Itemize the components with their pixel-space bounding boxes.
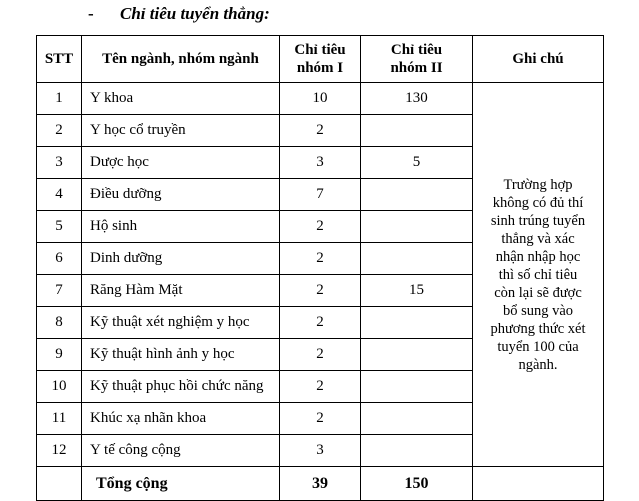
- note-line: tuyển 100 của: [497, 338, 579, 355]
- cell-stt: 11: [37, 403, 82, 435]
- cell-group1: 3: [280, 147, 361, 179]
- cell-group2: [361, 115, 473, 147]
- cell-group1: 7: [280, 179, 361, 211]
- heading-dash: -: [88, 4, 94, 23]
- cell-name: Răng Hàm Mặt: [82, 275, 280, 307]
- cell-group2: [361, 243, 473, 275]
- cell-group1: 2: [280, 339, 361, 371]
- note-line: Trường hợp: [503, 176, 573, 193]
- total-group2: 150: [361, 467, 473, 501]
- cell-group1: 2: [280, 403, 361, 435]
- cell-group2: [361, 339, 473, 371]
- cell-name: Kỹ thuật hình ảnh y học: [82, 339, 280, 371]
- cell-stt: 8: [37, 307, 82, 339]
- cell-name: Hộ sinh: [82, 211, 280, 243]
- cell-group2: [361, 371, 473, 403]
- cell-stt: 4: [37, 179, 82, 211]
- cell-name: Điều dưỡng: [82, 179, 280, 211]
- note-line: phương thức xét: [490, 320, 586, 337]
- note-line: bổ sung vào: [502, 302, 574, 319]
- cell-stt: 3: [37, 147, 82, 179]
- total-group1: 39: [280, 467, 361, 501]
- note-cell: [473, 83, 604, 467]
- cell-group1: 2: [280, 371, 361, 403]
- header-group2-line2: nhóm II: [390, 60, 443, 76]
- note-line: ngành.: [518, 356, 558, 373]
- table-row: [37, 83, 604, 115]
- cell-stt: 12: [37, 435, 82, 467]
- cell-stt: 10: [37, 371, 82, 403]
- note-line: thẳng và xác: [501, 230, 575, 247]
- quota-table: [36, 35, 604, 501]
- note-line: sinh trúng tuyển: [490, 212, 586, 229]
- header-group2: [361, 36, 473, 83]
- header-group1: [280, 36, 361, 83]
- cell-name: Y khoa: [82, 83, 280, 115]
- cell-name: Y học cổ truyền: [82, 115, 280, 147]
- cell-group1: 2: [280, 243, 361, 275]
- cell-stt: 9: [37, 339, 82, 371]
- cell-group1: 2: [280, 211, 361, 243]
- cell-group2: [361, 307, 473, 339]
- cell-group1: 10: [280, 83, 361, 115]
- cell-group1: 3: [280, 435, 361, 467]
- cell-group2: 130: [361, 83, 473, 115]
- cell-name: Khúc xạ nhãn khoa: [82, 403, 280, 435]
- cell-name: Kỹ thuật phục hồi chức năng: [82, 371, 280, 403]
- cell-stt: 2: [37, 115, 82, 147]
- total-row: [37, 467, 604, 501]
- cell-group2: 5: [361, 147, 473, 179]
- section-heading: [88, 4, 270, 24]
- cell-group2: [361, 435, 473, 467]
- cell-stt: 5: [37, 211, 82, 243]
- header-group1-line2: nhóm I: [296, 60, 344, 76]
- cell-stt: 7: [37, 275, 82, 307]
- cell-group2: 15: [361, 275, 473, 307]
- header-note: Ghi chú: [473, 36, 604, 83]
- cell-name: Dinh dưỡng: [82, 243, 280, 275]
- cell-group1: 2: [280, 115, 361, 147]
- total-label: Tổng cộng: [82, 467, 280, 501]
- cell-group1: 2: [280, 275, 361, 307]
- table-header-row: [37, 36, 604, 83]
- total-note-empty: [473, 467, 604, 501]
- note-line: còn lại sẽ được: [494, 284, 582, 301]
- cell-stt: 1: [37, 83, 82, 115]
- cell-name: Dược học: [82, 147, 280, 179]
- cell-group2: [361, 403, 473, 435]
- cell-group2: [361, 179, 473, 211]
- cell-name: Y tế công cộng: [82, 435, 280, 467]
- header-stt: STT: [37, 36, 82, 83]
- header-group2-line1: Chỉ tiêu: [390, 42, 443, 58]
- total-stt-empty: [37, 467, 82, 501]
- header-group1-line1: Chỉ tiêu: [294, 42, 346, 58]
- cell-stt: 6: [37, 243, 82, 275]
- header-name: Tên ngành, nhóm ngành: [82, 36, 280, 83]
- cell-group2: [361, 211, 473, 243]
- cell-name: Kỹ thuật xét nghiệm y học: [82, 307, 280, 339]
- heading-title: Chỉ tiêu tuyển thẳng:: [120, 4, 270, 23]
- note-line: nhận nhập học: [495, 248, 581, 265]
- note-line: thì số chỉ tiêu: [498, 266, 578, 283]
- note-line: không có đủ thí: [492, 194, 584, 211]
- cell-group1: 2: [280, 307, 361, 339]
